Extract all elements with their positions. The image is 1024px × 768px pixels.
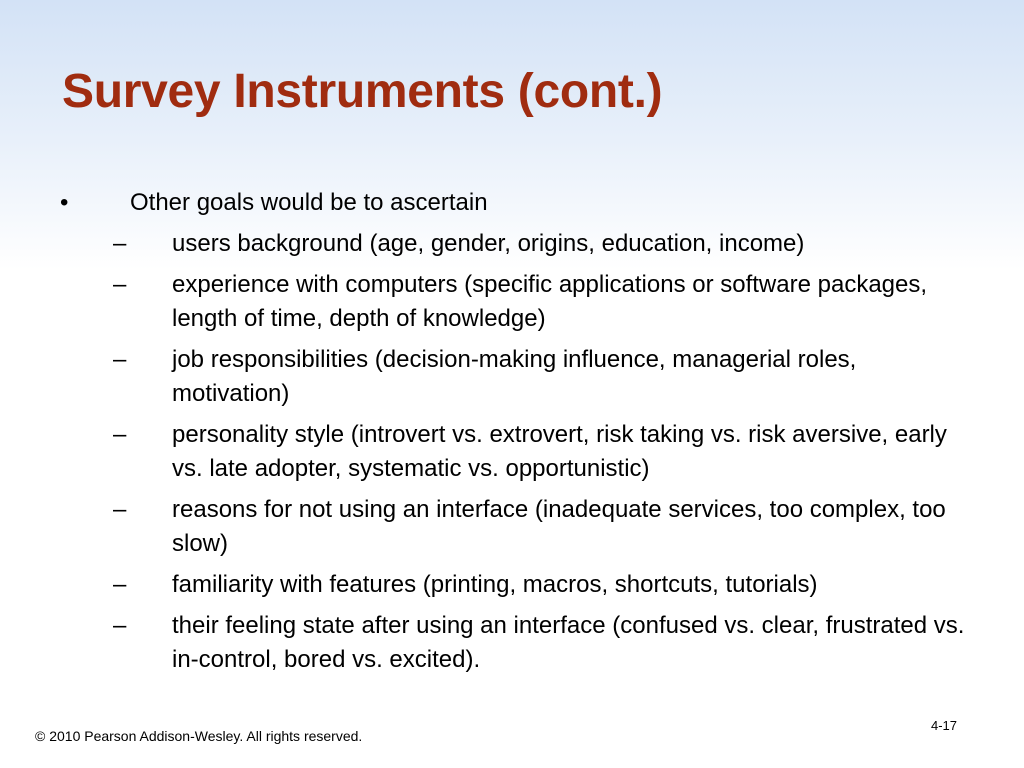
footer-copyright: © 2010 Pearson Addison-Wesley. All rights reserved.	[35, 728, 363, 744]
dash-marker: –	[113, 230, 127, 257]
dash-marker: –	[113, 271, 127, 298]
sub-bullet-item	[0, 609, 972, 677]
dash-marker: –	[113, 612, 127, 639]
sub-bullet-item	[0, 493, 972, 561]
sub-bullet-text: personality style (introvert vs. extrovert, risk taking vs. risk aversive, early vs. late adopter, systematic vs. opportunistic)	[172, 421, 947, 482]
slide-title: Survey Instruments (cont.)	[62, 65, 663, 118]
sub-bullet-text: job responsibilities (decision-making influence, managerial roles, motivation)	[172, 346, 857, 407]
sub-bullet-text: users background (age, gender, origins, education, income)	[172, 230, 805, 257]
sub-bullet-text: their feeling state after using an interface (confused vs. clear, frustrated vs. in-control, bored vs. excited).	[172, 612, 965, 673]
dash-marker: –	[113, 346, 127, 373]
sub-bullet-item	[0, 268, 972, 336]
sub-bullet-text: reasons for not using an interface (inadequate services, too complex, too slow)	[172, 496, 946, 557]
sub-bullet-item	[0, 568, 972, 602]
sub-bullet-text: experience with computers (specific applications or software packages, length of time, depth of knowledge)	[172, 271, 928, 332]
sub-bullet-item	[0, 418, 972, 486]
bullet-text: Other goals would be to ascertain	[130, 189, 488, 216]
sub-bullet-list	[0, 227, 1024, 684]
sub-bullet-text: familiarity with features (printing, macros, shortcuts, tutorials)	[172, 571, 818, 598]
bullet-marker: •	[60, 189, 69, 216]
dash-marker: –	[113, 496, 127, 523]
dash-marker: –	[113, 571, 127, 598]
sub-bullet-item	[0, 227, 972, 261]
page-number: 4-17	[931, 718, 958, 733]
dash-marker: –	[113, 421, 127, 448]
sub-bullet-item	[0, 343, 972, 411]
